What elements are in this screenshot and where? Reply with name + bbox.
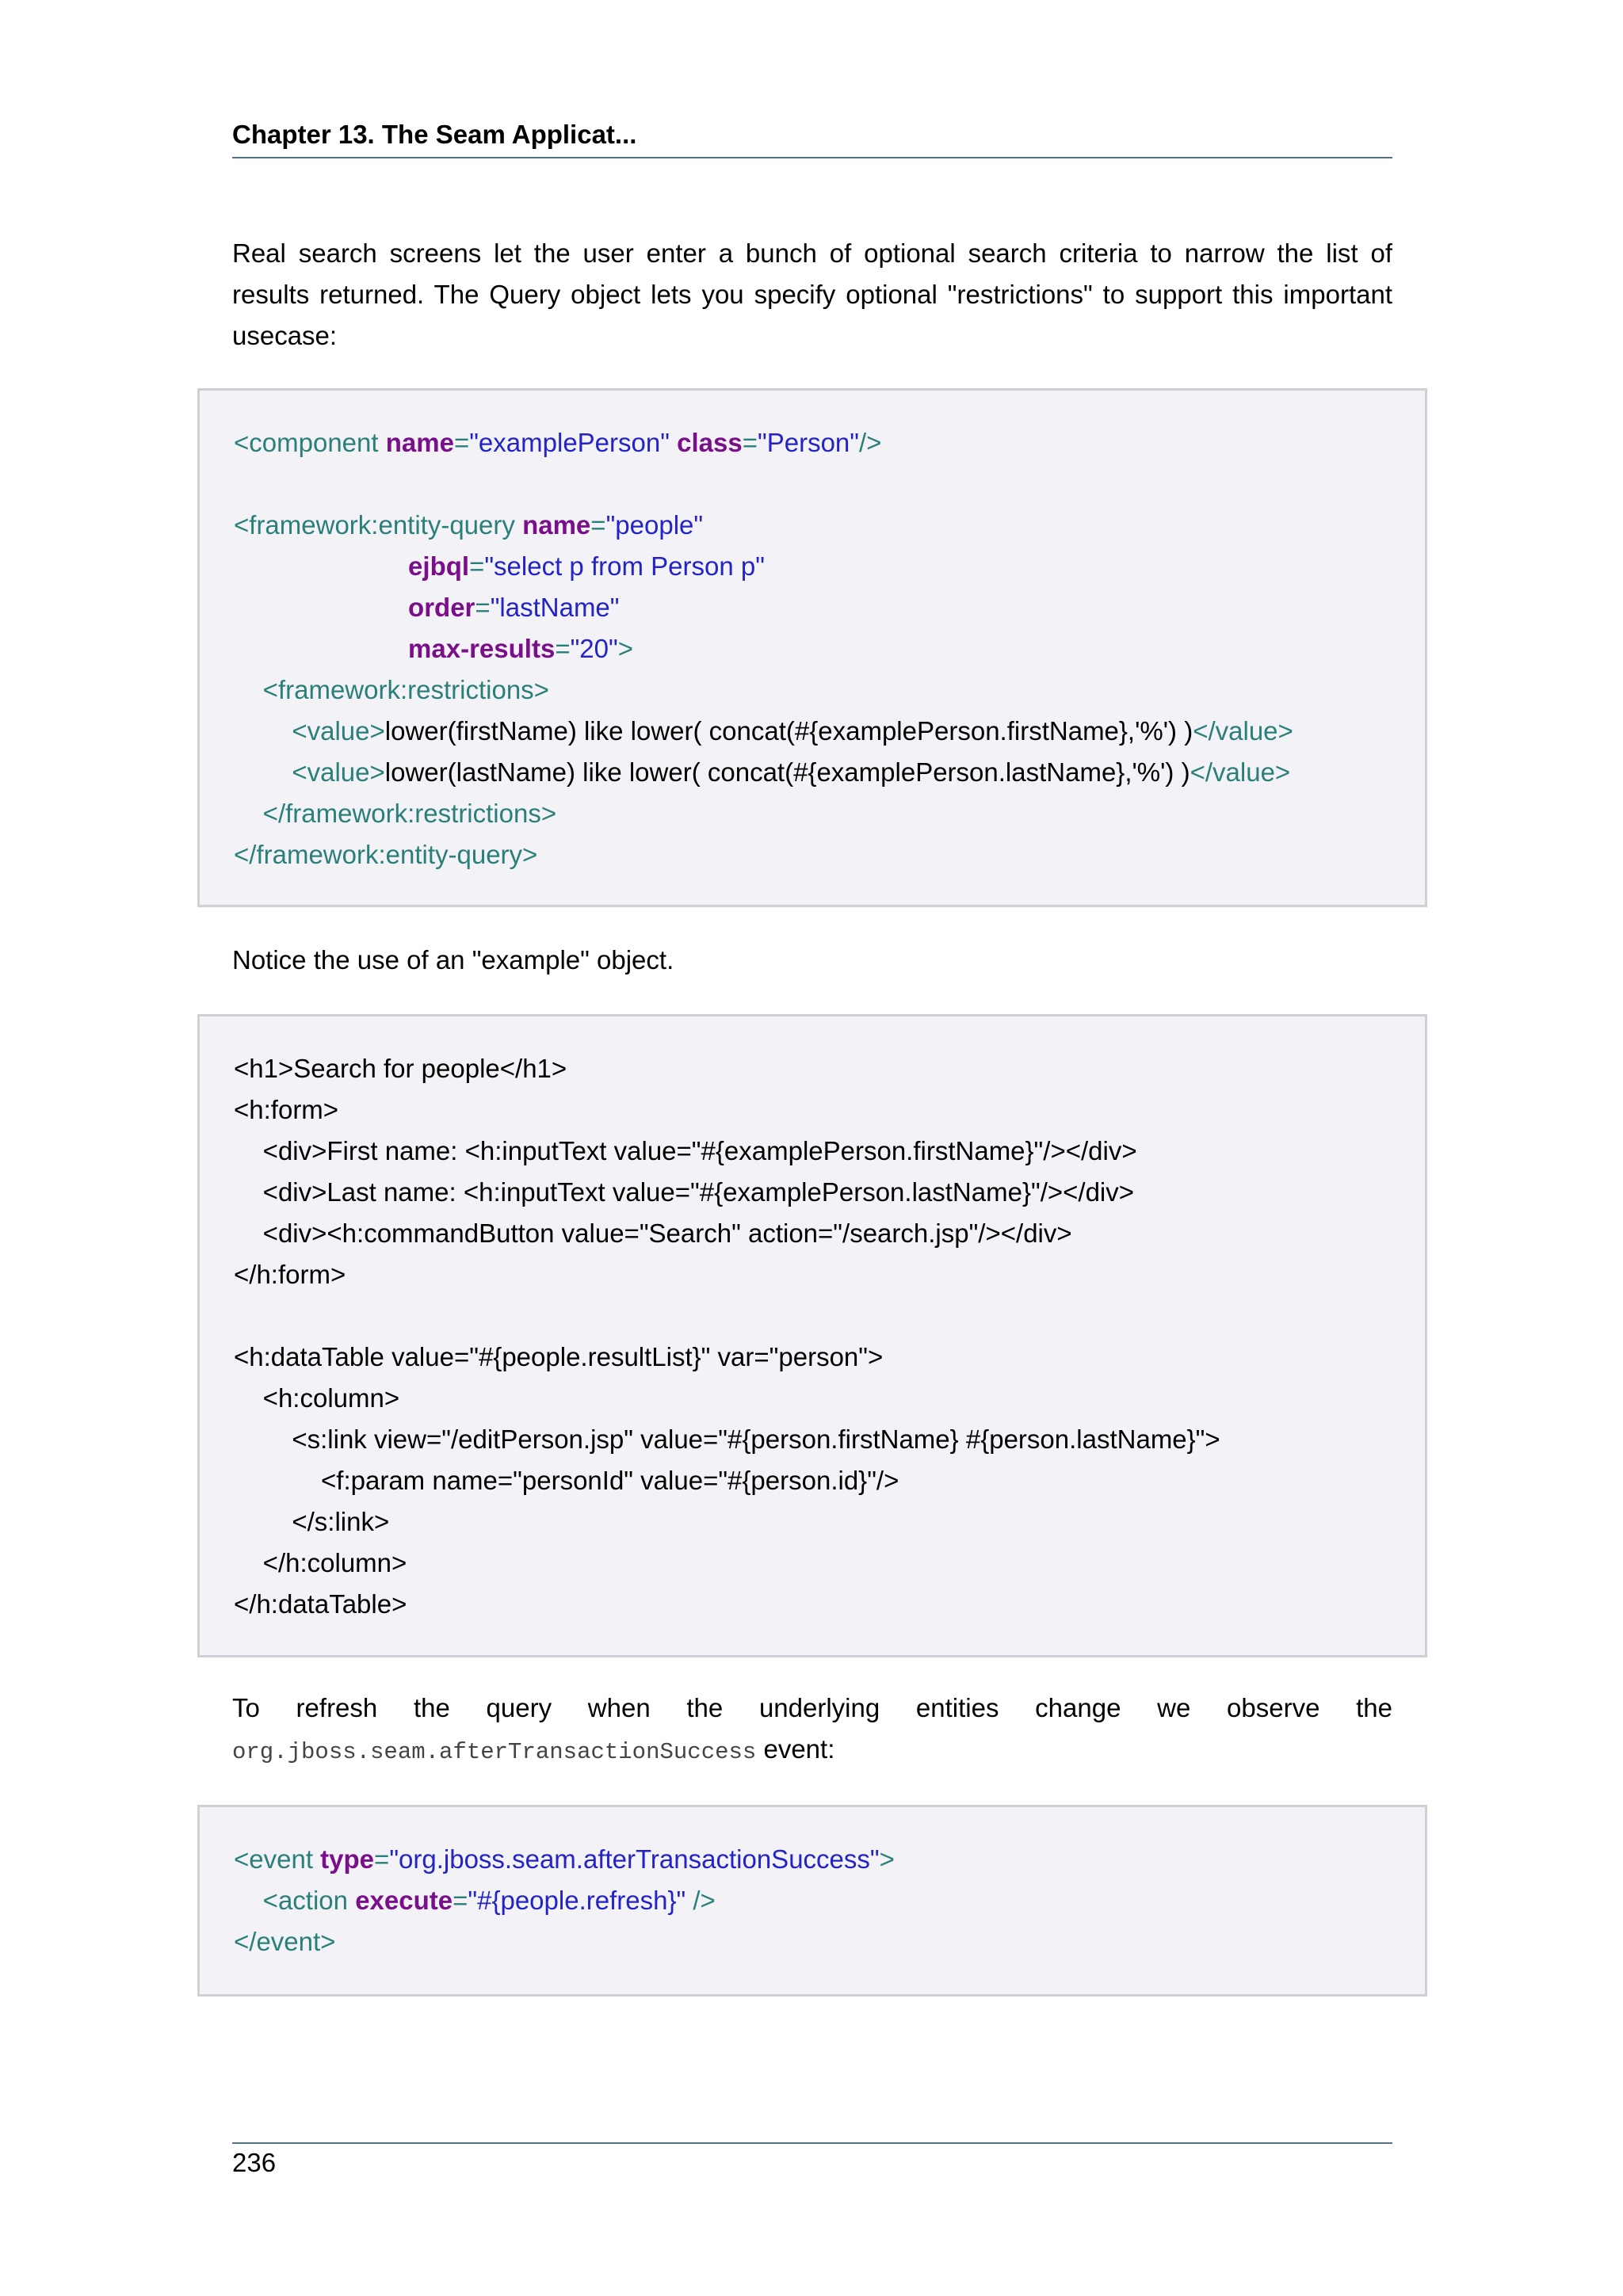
code-line: </s:link>	[234, 1507, 390, 1536]
code-line: <div>Last name: <h:inputText value="#{examplePerson.lastName}"/></div>	[234, 1177, 1135, 1207]
code-line: <component name="examplePerson" class="Person"/>	[234, 428, 882, 457]
code-line: <action execute="#{people.refresh}" />	[234, 1886, 716, 1915]
code-block-event	[197, 1805, 1427, 1997]
event-name-code: org.jboss.seam.afterTransactionSuccess	[232, 1739, 757, 1765]
code-line: <div><h:commandButton value="Search" action="/search.jsp"/></div>	[234, 1219, 1072, 1248]
notice-paragraph: Notice the use of an "example" object.	[232, 945, 674, 974]
code-line: </framework:entity-query>	[234, 840, 538, 869]
refresh-line-1: To refresh the query when the underlying entities change we observe the	[232, 1693, 1392, 1722]
code-line: </h:column>	[234, 1548, 407, 1577]
code-line: <value>lower(lastName) like lower( concat(#{examplePerson.lastName},'%') )</value>	[234, 757, 1291, 787]
code-line: <h:form>	[234, 1095, 339, 1124]
code-line: <div>First name: <h:inputText value="#{examplePerson.firstName}"/></div>	[234, 1136, 1137, 1165]
code-line: <h:column>	[234, 1383, 400, 1413]
code-line: <h1>Search for people</h1>	[234, 1054, 567, 1083]
refresh-line-2: org.jboss.seam.afterTransactionSuccess event:	[232, 1734, 835, 1765]
code-line: </h:form>	[234, 1260, 346, 1289]
code-block-entity-query	[197, 388, 1427, 907]
code-line: <framework:restrictions>	[234, 675, 549, 704]
code-lines	[234, 1048, 1425, 1625]
code-line: <value>lower(firstName) like lower( concat(#{examplePerson.firstName},'%') )</value>	[234, 716, 1293, 746]
intro-line-3: usecase:	[232, 321, 338, 350]
intro-line-1: Real search screens let the user enter a bunch of optional search criteria to narrow the list of	[232, 238, 1392, 268]
code-line: max-results="20">	[408, 634, 634, 663]
code-line-blank	[234, 463, 1425, 505]
code-line: </h:dataTable>	[234, 1589, 407, 1619]
code-line: <framework:entity-query name="people"	[234, 510, 704, 540]
code-line	[234, 1295, 1425, 1337]
code-line: </framework:restrictions>	[234, 799, 557, 828]
code-line: <s:link view="/editPerson.jsp" value="#{person.firstName} #{person.lastName}">	[234, 1425, 1220, 1454]
footer-rule	[232, 2142, 1392, 2144]
code-line: ejbql="select p from Person p"	[408, 551, 765, 581]
code-line: </event>	[234, 1927, 336, 1956]
code-line: <h:dataTable value="#{people.resultList}" var="person">	[234, 1342, 884, 1371]
code-line: <f:param name="personId" value="#{person.id}"/>	[234, 1466, 899, 1495]
page-number: 236	[232, 2148, 277, 2177]
code-line: <event type="org.jboss.seam.afterTransactionSuccess">	[234, 1844, 895, 1874]
running-header: Chapter 13. The Seam Applicat...	[232, 117, 1392, 158]
intro-paragraph	[232, 233, 1392, 357]
intro-line-2: results returned. The Query object lets you specify optional "restrictions" to support this important	[232, 280, 1392, 309]
refresh-paragraph	[232, 1688, 1392, 1773]
code-block-search-form	[197, 1014, 1427, 1657]
code-line: order="lastName"	[408, 593, 620, 622]
